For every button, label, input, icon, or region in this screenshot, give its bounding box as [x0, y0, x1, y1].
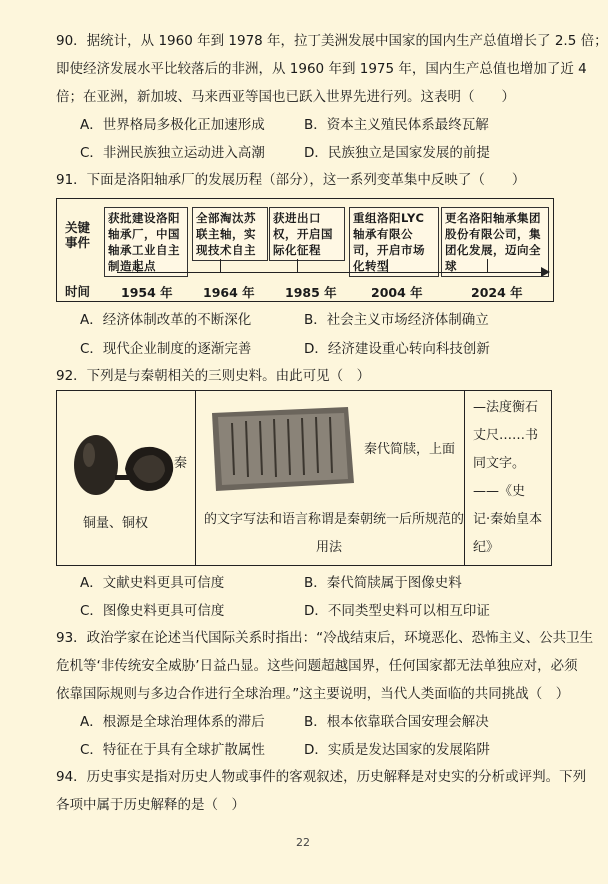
- q92-stem: 92．下列是与秦朝相关的三则史料。由此可见（ ）: [56, 368, 371, 384]
- timeline-arrow-icon: [541, 267, 550, 277]
- timeline-year-1964: 1964 年: [203, 285, 255, 300]
- timeline-event-2024: 更名洛阳轴承集团股份有限公司，集团化发展，迈向全球: [441, 207, 549, 277]
- q90-option-d: D．民族独立是国家发展的前提: [304, 145, 490, 161]
- timeline-row-label: 关键 事件: [65, 220, 91, 250]
- timeline-tick: [137, 259, 138, 272]
- q90-stem-line-2: 即使经济发展水平比较落后的非洲，从 1960 年到 1975 年，国内生产总值也增加了近 4: [56, 61, 587, 77]
- q92-source-table: [56, 390, 552, 566]
- q93-option-d: D．实质是发达国家的发展陷阱: [304, 742, 490, 758]
- q90-stem-line-1: 90．据统计，从 1960 年到 1978 年，拉丁美洲发展中国家的国内生产总值增长了 2.5 倍；: [56, 33, 608, 49]
- q90-stem-line-3: 倍；在亚洲，新加坡、马来西亚等国也已跃入世界先进行列。这表明（ ）: [56, 89, 515, 105]
- q91-timeline: [56, 198, 554, 302]
- timeline-tick: [220, 259, 221, 272]
- source-2-text-c: 用法: [316, 540, 343, 555]
- q92-option-c: C．图像史料更具可信度: [80, 603, 225, 619]
- bamboo-slip-image: [208, 405, 356, 495]
- source-3-line: 丈尺……书: [473, 428, 539, 443]
- q91-option-b: B．社会主义市场经济体制确立: [304, 312, 489, 328]
- q93-option-c: C．特征在于具有全球扩散属性: [80, 742, 265, 758]
- timeline-event-1954: 获批建设洛阳轴承厂，中国轴承工业自主制造起点: [104, 207, 188, 277]
- q92-option-b: B．秦代简牍属于图像史料: [304, 575, 462, 591]
- timeline-tick: [487, 259, 488, 272]
- source-1-caption: 铜量、铜权: [83, 516, 149, 531]
- q94-stem-line-2: 各项中属于历史解释的是（ ）: [56, 797, 245, 813]
- source-3-line: 纪》: [473, 540, 500, 555]
- q90-option-c: C．非洲民族独立运动进入高潮: [80, 145, 265, 161]
- timeline-tick: [297, 259, 298, 272]
- q91-option-c: C．现代企业制度的逐渐完善: [80, 341, 252, 357]
- timeline-event-2004: 重组洛阳LYC轴承有限公司，开启市场化转型: [349, 207, 439, 277]
- timeline-year-1985: 1985 年: [285, 285, 337, 300]
- q92-option-d: D．不同类型史料可以相互印证: [304, 603, 490, 619]
- source-cell-bamboo-slips: [196, 391, 465, 566]
- timeline-event-1964: 全部淘汰苏联主轴，实现技术自主: [192, 207, 268, 261]
- timeline-axis: [117, 272, 545, 273]
- q90-option-b: B．资本主义殖民体系最终瓦解: [304, 117, 489, 133]
- source-cell-shiji: [465, 391, 552, 566]
- q93-option-b: B．根本依靠联合国安理会解决: [304, 714, 489, 730]
- source-3-line: 同文字。: [473, 456, 526, 471]
- source-2-text-a: 秦代简牍，上面: [364, 442, 456, 457]
- timeline-year-1954: 1954 年: [121, 285, 173, 300]
- source-3-line: 记·秦始皇本: [473, 512, 543, 527]
- page-number: 22: [296, 836, 310, 849]
- q93-stem-line-1: 93．政治学家在论述当代国际关系时指出：“冷战结束后，环境恶化、恐怖主义、公共卫生: [56, 630, 594, 646]
- q91-stem: 91．下面是洛阳轴承厂的发展历程（部分），这一系列变革集中反映了（ ）: [56, 172, 526, 188]
- q94-stem-line-1: 94．历史事实是指对历史人物或事件的客观叙述，历史解释是对史实的分析或评判。下列: [56, 769, 587, 785]
- source-cell-bronze: [57, 391, 196, 566]
- bronze-measure-image: [69, 425, 179, 499]
- source-1-label: 秦: [174, 456, 188, 471]
- source-3-line: —法度衡石: [473, 400, 539, 415]
- q91-option-a: A．经济体制改革的不断深化: [80, 312, 252, 328]
- source-3-line: ——《史: [473, 484, 526, 499]
- q92-option-a: A．文献史料更具可信度: [80, 575, 225, 591]
- source-2-text-b: 的文字写法和语言称谓是秦朝统一后所规范的: [204, 512, 465, 527]
- q93-stem-line-3: 依靠国际规则与多边合作进行全球治理。”这主要说明，当代人类面临的共同挑战（ ）: [56, 686, 570, 702]
- timeline-axis-label: 时间: [65, 284, 91, 299]
- q93-stem-line-2: 危机等‘非传统安全威胁’日益凸显。这些问题超越国界，任何国家都无法单独应对，必须: [56, 658, 578, 674]
- timeline-year-2004: 2004 年: [371, 285, 423, 300]
- timeline-event-1985: 获进出口权，开启国际化征程: [269, 207, 345, 261]
- q90-option-a: A．世界格局多极化正加速形成: [80, 117, 265, 133]
- timeline-tick: [387, 259, 388, 272]
- q93-option-a: A．根源是全球治理体系的滞后: [80, 714, 265, 730]
- timeline-year-2024: 2024 年: [471, 285, 523, 300]
- q91-option-d: D．经济建设重心转向科技创新: [304, 341, 490, 357]
